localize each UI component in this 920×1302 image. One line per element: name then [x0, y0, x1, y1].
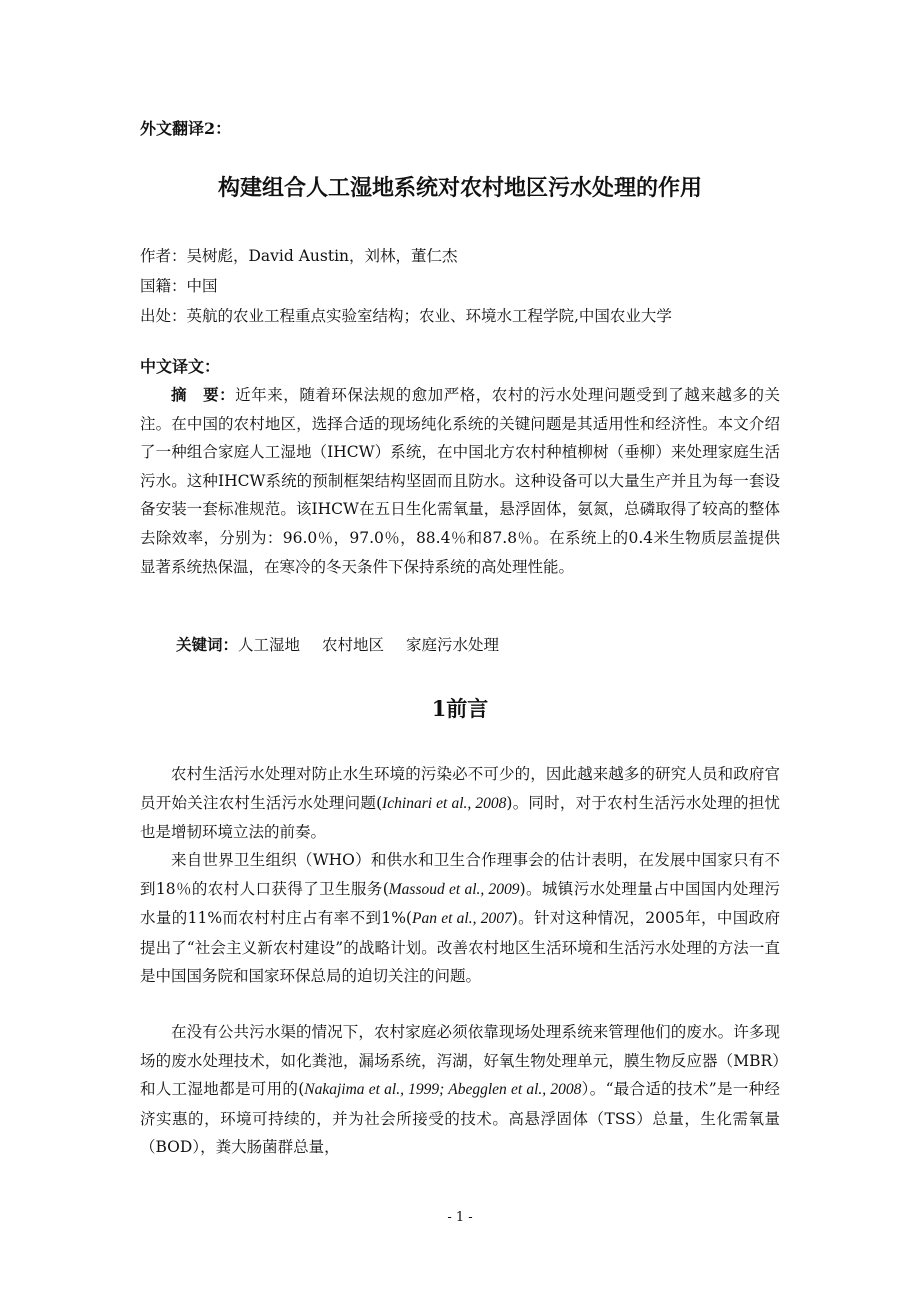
nationality-line: 国籍：中国 [140, 277, 218, 295]
body-paragraph-3: 在没有公共污水渠的情况下，农村家庭必须依靠现场处理系统来管理他们的废水。许多现场的废水处理技术，如化粪池，漏场系统，泻湖，好氧生物处理单元，膜生物反应器（MBR）和人工湿地都是可用的(Nakajima et al., 1999; Abegglen et al., 2008）。“最合适的技术”是一种经济实惠的，环境可持续的，并为社会所接受的技术。高悬浮固体（TSS）总量，生化需氧量（BOD），粪大肠菌群总量， [140, 1023, 780, 1157]
abstract-paragraph [140, 381, 780, 581]
keywords-label: 关键词： [176, 635, 239, 654]
chinese-translation-label: 中文译文： [140, 357, 221, 376]
translation-label: 外文翻译2： [140, 119, 232, 138]
keyword-item: 农村地区 [322, 636, 385, 654]
body-paragraph-1: 农村生活污水处理对防止水生环境的污染必不可少的，因此越来越多的研究人员和政府官员开始关注农村生活污水处理问题(Ichinari et al., 2008)。同时，对于农村生活污水处理的担忧也是增韧环境立法的前奏。 [140, 765, 780, 842]
abstract-text: 近年来，随着环保法规的愈加严格，农村的污水处理问题受到了越来越多的关注。在中国的农村地区，选择合适的现场纯化系统的关键问题是其适用性和经济性。本文介绍了一种组合家庭人工湿地（IHCW）系统，在中国北方农村种植柳树（垂柳）来处理家庭生活污水。这种IHCW系统的预制框架结构坚固而且防水。这种设备可以大量生产并且为每一套设备安装一套标准规范。该IHCW在五日生化需氧量，悬浮固体，氨氮，总磷取得了较高的整体去除效率，分别为：96.0％，97.0％，88.4％和87.8％。在系统上的0.4米生物质层盖提供显著系统热保温，在寒冷的冬天条件下保持系统的高处理性能。 [140, 386, 780, 576]
author-line: 作者：吴树彪，David Austin，刘林，董仁杰 [140, 247, 458, 265]
citation: Ichinari et al., 2008 [382, 794, 507, 812]
source-line: 出处：英航的农业工程重点实验室结构；农业、环境水工程学院,中国农业大学 [140, 307, 672, 325]
body-paragraph-2: 来自世界卫生组织（WHO）和供水和卫生合作理事会的估计表明，在发展中国家只有不到18％的农村人口获得了卫生服务(Massoud et al., 2009)。城镇污水处理量占中国国内处理污水量的11%而农村村庄占有率不到1%(Pan et al., 2007)。针对这种情况，2005年，中国政府提出了“社会主义新农村建设”的战略计划。改善农村地区生活环境和生活污水处理的方法一直是中国国务院和国家环保总局的迫切关注的问题。 [140, 851, 781, 986]
citation: Massoud et al., 2009 [388, 880, 520, 898]
keyword-item: 人工湿地 [238, 636, 301, 654]
abstract-label: 摘 要： [171, 385, 236, 404]
keywords-line [176, 633, 521, 655]
citation: Pan et al., 2007 [411, 910, 512, 928]
citation: Nakajima et al., 1999; Abegglen et al., 2008 [304, 1081, 582, 1099]
document-title: 构建组合人工湿地系统对农村地区污水处理的作用 [217, 175, 702, 201]
page-number: - 1 - [447, 1210, 473, 1225]
keyword-item: 家庭污水处理 [406, 636, 500, 654]
section-heading: 1前言 [431, 696, 489, 721]
